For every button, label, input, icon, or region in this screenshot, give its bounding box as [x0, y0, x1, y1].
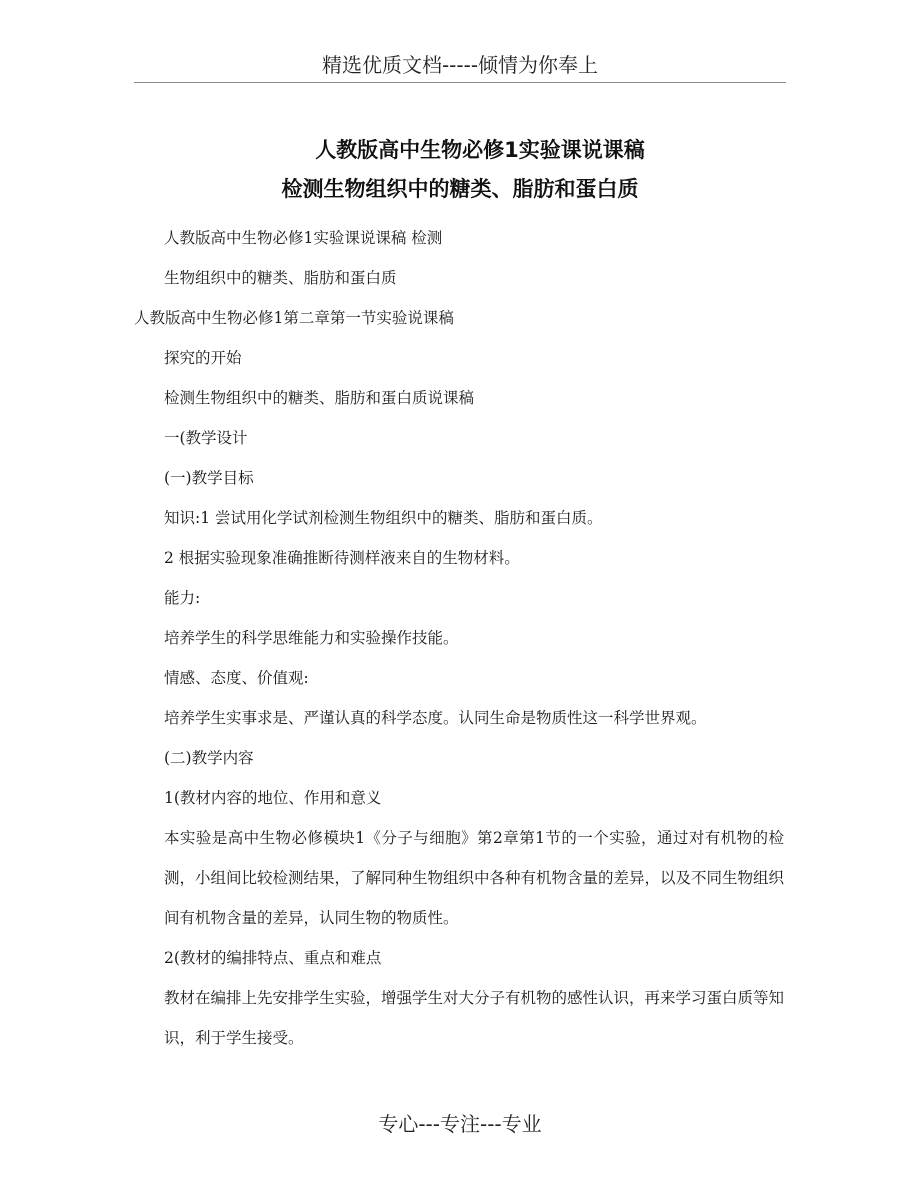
- section-heading: 一(教学设计: [164, 429, 248, 447]
- page-header: 精选优质文档-----倾情为你奉上: [134, 50, 786, 83]
- paragraph: 检测生物组织中的糖类、脂肪和蛋白质说课稿: [164, 389, 475, 407]
- document-title: 人教版高中生物必修1实验课说课稿: [315, 138, 645, 162]
- paragraph: 能力:: [164, 589, 201, 607]
- paragraph: 人教版高中生物必修1第二章第一节实验说课稿: [134, 309, 454, 327]
- section-heading: (二)教学内容: [164, 749, 254, 767]
- section-heading: 1(教材内容的地位、作用和意义: [164, 789, 382, 807]
- paragraph: 人教版高中生物必修1实验课说课稿 检测: [164, 229, 443, 247]
- document-subtitle: 检测生物组织中的糖类、脂肪和蛋白质: [281, 177, 639, 201]
- paragraph: 知识:1 尝试用化学试剂检测生物组织中的糖类、脂肪和蛋白质。: [164, 509, 603, 527]
- paragraph: 培养学生的科学思维能力和实验操作技能。: [164, 629, 459, 647]
- section-heading: 2(教材的编排特点、重点和难点: [164, 949, 382, 967]
- paragraph: 本实验是高中生物必修模块1《分子与细胞》第2章第1节的一个实验，通过对有机物的检测，小组间比较检测结果，了解同种生物组织中各种有机物含量的差异，以及不同生物组织间有机物含量的差异，认同生物的物质性。: [164, 829, 785, 927]
- document-body: [134, 218, 784, 1058]
- page-footer: 专心---专注---专业: [378, 1112, 542, 1136]
- paragraph: 教材在编排上先安排学生实验，增强学生对大分子有机物的感性认识，再来学习蛋白质等知识，利于学生接受。: [164, 989, 785, 1047]
- paragraph: 情感、态度、价值观:: [164, 669, 309, 687]
- section-heading: (一)教学目标: [164, 469, 254, 487]
- paragraph: 生物组织中的糖类、脂肪和蛋白质: [164, 269, 397, 287]
- paragraph: 培养学生实事求是、严谨认真的科学态度。认同生命是物质性这一科学世界观。: [164, 709, 707, 727]
- paragraph: 2 根据实验现象准确推断待测样液来自的生物材料。: [164, 549, 520, 567]
- paragraph: 探究的开始: [164, 349, 242, 367]
